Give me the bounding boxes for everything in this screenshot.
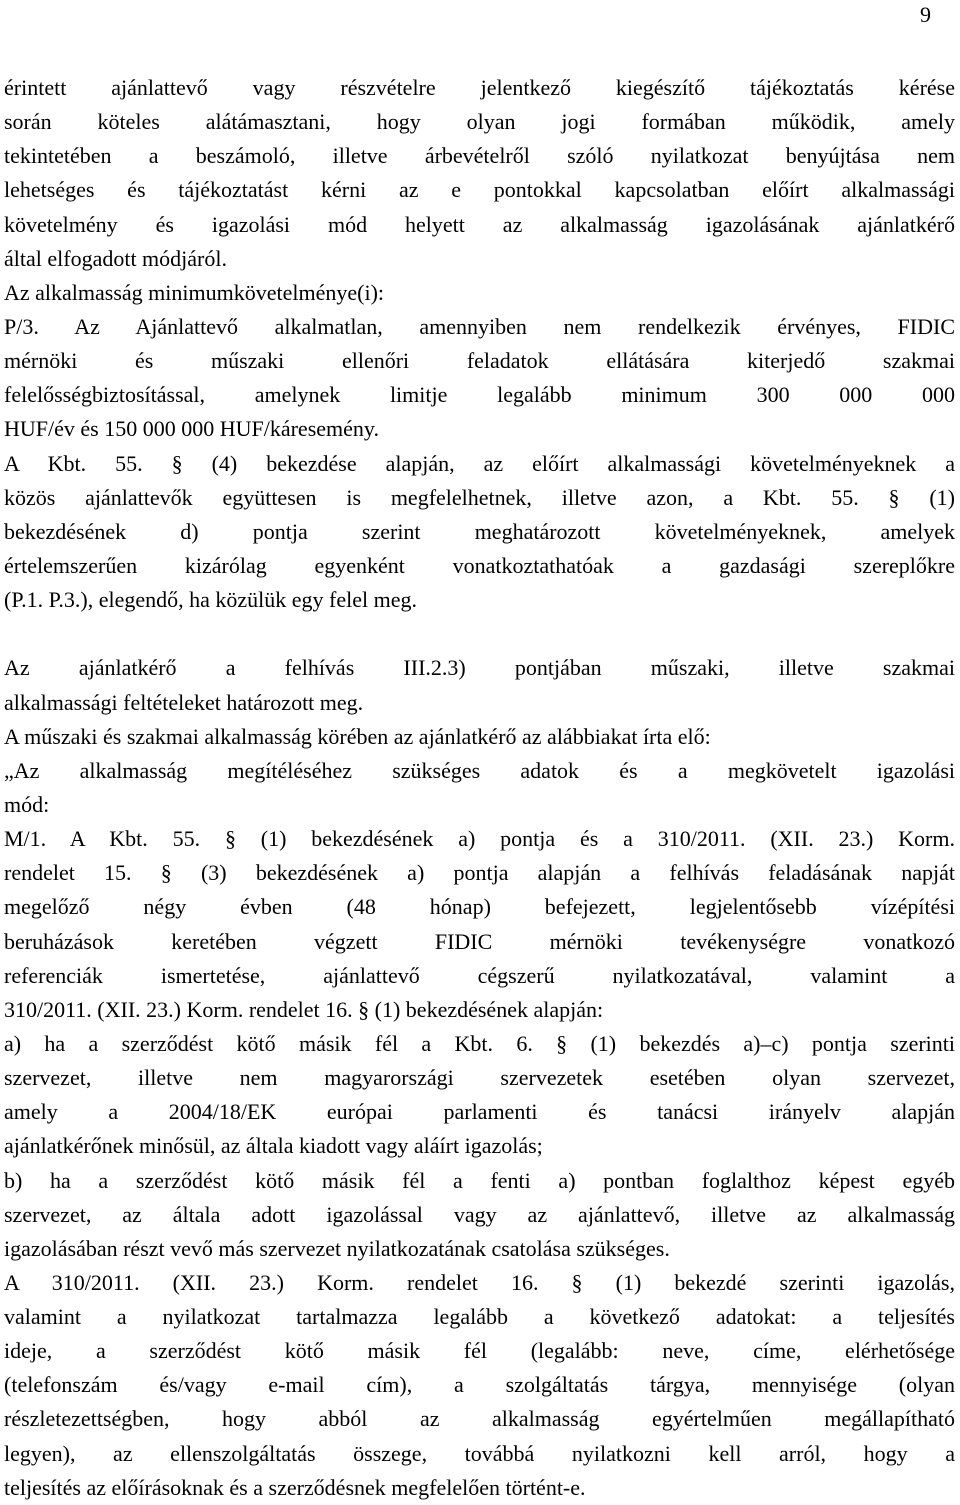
text-line: követelmény és igazolási mód helyett az alkalmasság igazolásának ajánlatkérő	[4, 211, 955, 237]
text-line: lehetséges és tájékoztatást kérni az e pontokkal kapcsolatban előírt alkalmassági	[4, 177, 955, 203]
text-line: felelősségbiztosítással, amelynek limitje legalább minimum 300 000 000	[4, 382, 955, 408]
paragraph	[4, 71, 955, 276]
text-line: amely a 2004/18/EK európai parlamenti és tanácsi irányelv alapján	[4, 1099, 955, 1125]
paragraph	[4, 447, 955, 618]
page-number: 9	[920, 2, 931, 27]
text-line: érintett ajánlattevő vagy részvételre jelentkező kiegészítő tájékoztatás kérése	[4, 75, 955, 100]
text-line: beruházások keretében végzett FIDIC mérnöki tevékenységre vonatkozó	[4, 928, 955, 954]
text-line: közös ajánlattevők együttesen is megfelelhetnek, illetve azon, a Kbt. 55. § (1)	[4, 484, 955, 510]
text-line: bekezdésének d) pontja szerint meghatározott követelményeknek, amelyek	[4, 518, 955, 544]
text-line: rendelet 15. § (3) bekezdésének a) pontja alapján a felhívás feladásának napját	[4, 860, 955, 886]
text-line: „Az alkalmasság megítéléséhez szükséges adatok és a megkövetelt igazolási	[4, 757, 955, 783]
paragraph	[4, 310, 955, 447]
paragraph	[4, 1027, 955, 1164]
text-line: teljesítés az előírásoknak és a szerződésnek megfelelően történt-e.	[4, 1474, 586, 1500]
paragraph	[4, 651, 955, 719]
paragraph	[4, 276, 955, 310]
document-body	[4, 71, 955, 1505]
text-line: A Kbt. 55. § (4) bekezdése alapján, az előírt alkalmassági követelményeknek a	[4, 450, 955, 476]
paragraph	[4, 720, 955, 754]
text-line: a) ha a szerződést kötő másik fél a Kbt. 6. § (1) bekezdés a)–c) pontja szerinti	[4, 1030, 955, 1056]
text-line: (P.1. P.3.), elegendő, ha közülük egy felel meg.	[4, 587, 418, 613]
text-line: A 310/2011. (XII. 23.) Korm. rendelet 16. § (1) bekezdé szerinti igazolás,	[4, 1269, 955, 1295]
text-line: referenciák ismertetése, ajánlattevő cégszerű nyilatkozatával, valamint a	[4, 962, 955, 988]
text-line: M/1. A Kbt. 55. § (1) bekezdésének a) pontja és a 310/2011. (XII. 23.) Korm.	[4, 826, 955, 852]
text-line: legyen), az ellenszolgáltatás összege, továbbá nyilatkozni kell arról, hogy a	[4, 1440, 955, 1466]
text-line: A műszaki és szakmai alkalmasság körében az ajánlatkérő az alábbiakat írta elő:	[4, 723, 711, 749]
text-line: szervezet, illetve nem magyarországi szervezetek esetében olyan szervezet,	[4, 1065, 955, 1091]
text-line: igazolásában részt vevő más szervezet nyilatkozatának csatolása szükséges.	[4, 1235, 670, 1261]
text-line: Az ajánlatkérő a felhívás III.2.3) pontjában műszaki, illetve szakmai	[4, 655, 955, 681]
text-line: P/3. Az Ajánlattevő alkalmatlan, amennyiben nem rendelkezik érvényes, FIDIC	[4, 313, 955, 339]
text-line: (telefonszám és/vagy e-mail cím), a szolgáltatás tárgya, mennyisége (olyan	[4, 1372, 955, 1398]
paragraph-gap	[4, 617, 955, 651]
text-line: részletezettségben, hogy abból az alkalmasság egyértelműen megállapítható	[4, 1406, 955, 1432]
paragraph	[4, 1164, 955, 1266]
paragraph	[4, 822, 955, 1027]
text-line: során köteles alátámasztani, hogy olyan jogi formában működik, amely	[4, 109, 955, 135]
text-line: valamint a nyilatkozat tartalmazza legalább a következő adatokat: a teljesítés	[4, 1304, 955, 1330]
text-line: alkalmassági feltételeket határozott meg.	[4, 689, 364, 715]
text-line: által elfogadott módjáról.	[4, 245, 227, 271]
text-line: Az alkalmasság minimumkövetelménye(i):	[4, 279, 385, 305]
text-line: megelőző négy évben (48 hónap) befejezett, legjelentősebb vízépítési	[4, 894, 955, 920]
paragraph	[4, 1266, 955, 1505]
text-line: 310/2011. (XII. 23.) Korm. rendelet 16. § (1) bekezdésének alapján:	[4, 996, 604, 1022]
text-line: értelemszerűen kizárólag egyenként vonatkoztathatóak a gazdasági szereplőkre	[4, 552, 955, 578]
text-line: ideje, a szerződést kötő másik fél (legalább: neve, címe, elérhetősége	[4, 1338, 955, 1364]
text-line: ajánlatkérőnek minősül, az általa kiadott vagy aláírt igazolás;	[4, 1133, 543, 1159]
paragraph	[4, 754, 955, 822]
text-line: tekintetében a beszámoló, illetve árbevételről szóló nyilatkozat benyújtása nem	[4, 143, 955, 169]
text-line: b) ha a szerződést kötő másik fél a fenti a) pontban foglalthoz képest egyéb	[4, 1167, 955, 1193]
text-line: szervezet, az általa adott igazolással vagy az ajánlattevő, illetve az alkalmasság	[4, 1201, 955, 1227]
text-line: HUF/év és 150 000 000 HUF/káresemény.	[4, 416, 379, 442]
text-line: mód:	[4, 791, 50, 817]
text-line: mérnöki és műszaki ellenőri feladatok ellátására kiterjedő szakmai	[4, 348, 955, 374]
